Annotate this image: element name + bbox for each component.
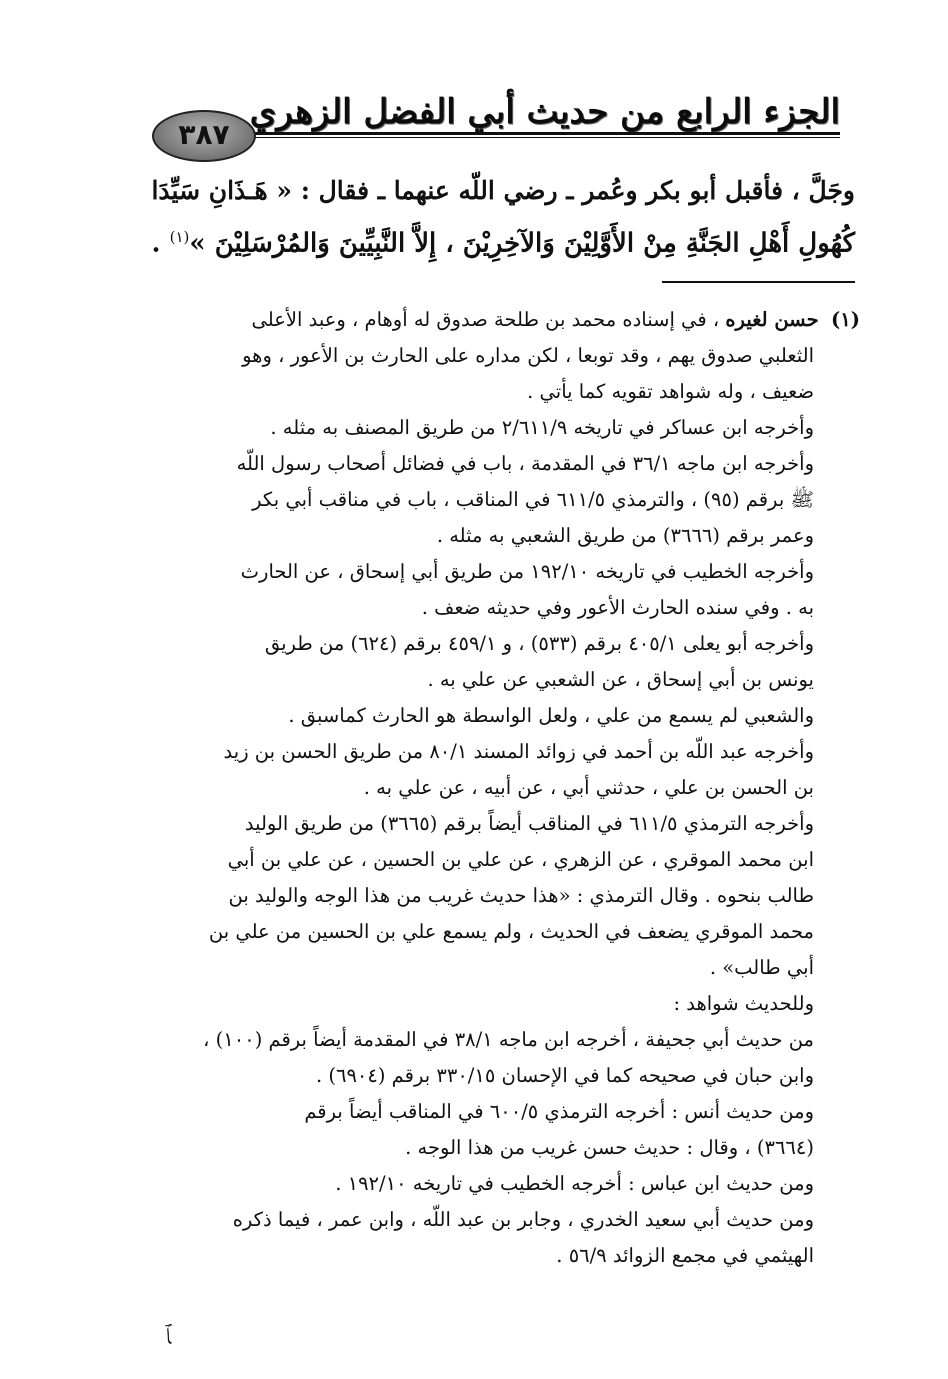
footnote-line: ﷺ برقم (٩٥) ، والترمذي ٦١١/٥ في المناقب ، باب في مناقب أبي بكر [252,488,814,511]
footnote-line: وأخرجه ابن عساكر في تاريخه ٢/٦١١/٩ من طريق المصنف به مثله . [270,416,814,439]
running-header-title: الجزء الرابع من حديث أبي الفضل الزهري [249,92,840,132]
footnote-line: ضعيف ، وله شواهد تقويه كما يأتي . [527,380,814,403]
footnote-line: من حديث أبي جحيفة ، أخرجه ابن ماجه ٣٨/١ في المقدمة أيضاً برقم (١٠٠) ، [203,1028,814,1051]
header-rule [240,132,840,135]
footnote-line [252,302,860,338]
footnote-line: ابن محمد الموقري ، عن الزهري ، عن علي بن الحسين ، عن علي بن أبي [227,848,814,871]
main-text-line-2 [150,214,855,267]
hadith-grade: حسن لغيره [725,308,819,331]
footnote-line: (٣٦٦٤) ، وقال : حديث حسن غريب من هذا الوجه . [405,1136,814,1159]
footnote-line: وأخرجه الخطيب في تاريخه ١٩٢/١٠ من طريق أبي إسحاق ، عن الحارث [240,560,814,583]
footnote-number: (١) [831,308,860,331]
page-number: ٣٨٧ [178,118,230,151]
footnote-line: وأخرجه الترمذي ٦١١/٥ في المناقب أيضاً برقم (٣٦٦٥) من طريق الوليد [244,812,814,835]
footnote-line: والشعبي لم يسمع من علي ، ولعل الواسطة هو الحارث كماسبق . [288,704,814,727]
footnote-line: وللحديث شواهد : [673,992,814,1015]
footnote-line: ومن حديث أنس : أخرجه الترمذي ٦٠٠/٥ في المناقب أيضاً برقم [304,1100,814,1123]
footnote-line: يونس بن أبي إسحاق ، عن الشعبي عن علي به . [427,668,814,691]
footnote-line: ومن حديث ابن عباس : أخرجه الخطيب في تاريخه ١٩٢/١٠ . [335,1172,814,1195]
footnote-line-text: ، في إسناده محمد بن طلحة صدوق له أوهام ، وعبد الأعلى [251,308,720,331]
footer-ornament: ﭑ [164,1322,172,1350]
footnote-line: الثعلبي صدوق يهم ، وقد توبعا ، لكن مداره على الحارث بن الأعور ، وهو [242,344,814,367]
footnote-line: الهيثمي في مجمع الزوائد ٥٦/٩ . [556,1244,814,1267]
footnote-line: محمد الموقري يضعف في الحديث ، ولم يسمع علي بن الحسين من علي بن [208,920,814,943]
footnote-line: وأخرجه ابن ماجه ٣٦/١ في المقدمة ، باب في فضائل أصحاب رسول اللّه [236,452,814,475]
footnote-line: وابن حبان في صحيحه كما في الإحسان ٣٣٠/١٥ برقم (٦٩٠٤) . [315,1064,814,1087]
footnote-line: ومن حديث أبي سعيد الخدري ، وجابر بن عبد اللّه ، وابن عمر ، فيما ذكره [232,1208,814,1231]
main-text-line-2-body: كُهُولِ أَهْلِ الجَنَّةِ مِنْ الأَوَّلِيْنَ وَالآخِرِيْنَ ، إِلاَّ النَّبِيِّينَ وَالمُرْسَلِيْنَ » [189,228,855,259]
header-rule-thin [240,137,840,138]
main-text-line-1: وجَلَّ ، فأقبل أبو بكر وعُمر ـ رضي اللّه عنهما ـ فقال : « هَـذَانِ سَيِّدَا [151,176,855,205]
footnote-line: به . وفي سنده الحارث الأعور وفي حديثه ضعف . [421,596,814,619]
footnote-line: وأخرجه أبو يعلى ٤٠٥/١ برقم (٥٣٣) ، و ٤٥٩/١ برقم (٦٢٤) من طريق [264,632,814,655]
footnote-separator [662,281,855,283]
footnote-line: وعمر برقم (٣٦٦٦) من طريق الشعبي به مثله . [436,524,814,547]
footnote-reference: (١) [169,228,190,246]
main-text [150,168,855,267]
main-text-line-2-end: . [151,228,170,259]
footnote-line: طالب بنحوه . وقال الترمذي : «هذا حديث غريب من هذا الوجه والوليد بن [228,884,814,907]
footnote-line: وأخرجه عبد اللّه بن أحمد في زوائد المسند ٨٠/١ من طريق الحسن بن زيد [223,740,814,763]
footnote-line: أبي طالب» . [709,956,814,979]
footnote-line: بن الحسن بن علي ، حدثني أبي ، عن أبيه ، عن علي به . [363,776,814,799]
